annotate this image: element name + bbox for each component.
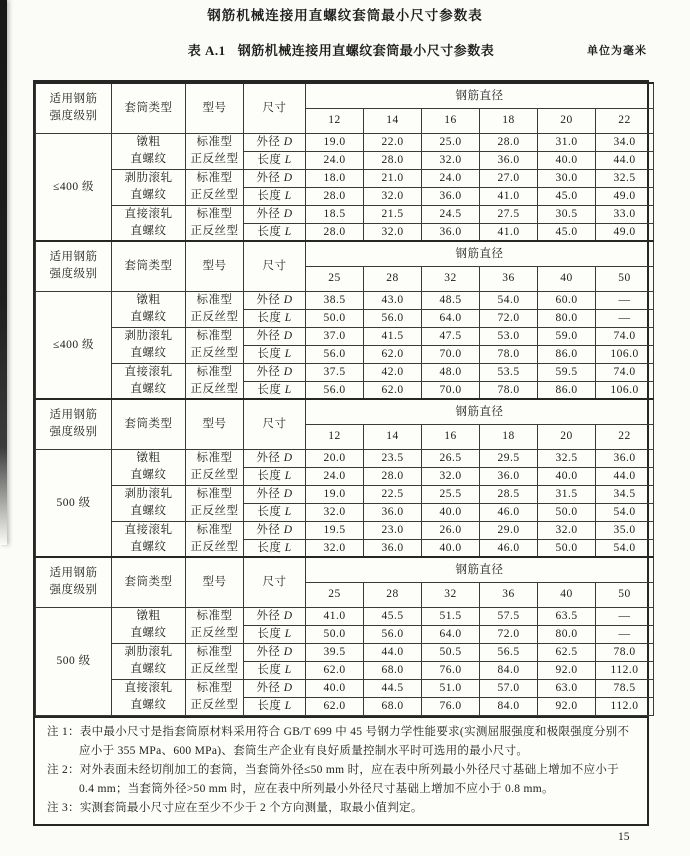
cell-value: 28.5 — [480, 485, 538, 503]
header-diameter-value: 22 — [596, 424, 654, 449]
cell-value: 19.5 — [306, 521, 364, 539]
cell-value: 24.5 — [422, 205, 480, 223]
header-diameter-value: 50 — [596, 266, 654, 291]
cell-value: 59.5 — [538, 363, 596, 381]
cell-value: 33.0 — [596, 205, 654, 223]
parameter-table — [35, 82, 654, 716]
header-diameter-value: 14 — [364, 424, 422, 449]
cell-value: 32.0 — [306, 539, 364, 557]
cell-sleeve-type: 直接滚轧 直螺纹 — [112, 205, 186, 241]
table-row — [36, 521, 654, 539]
cell-value: 21.5 — [364, 205, 422, 223]
cell-value: 45.5 — [364, 607, 422, 625]
cell-value: 34.5 — [596, 485, 654, 503]
cell-value: 80.0 — [538, 309, 596, 327]
header-diameter-value: 18 — [480, 108, 538, 133]
cell-value: 27.5 — [480, 205, 538, 223]
header-dimension: 尺寸 — [244, 399, 306, 449]
cell-model: 标准型 正反丝型 — [186, 485, 244, 521]
cell-value: 44.0 — [364, 643, 422, 661]
table-row — [36, 133, 654, 151]
cell-value: 32.0 — [422, 467, 480, 485]
header-strength-grade: 适用钢筋 强度级别 — [36, 557, 112, 607]
cell-value: 32.0 — [306, 503, 364, 521]
cell-value: 45.0 — [538, 223, 596, 241]
cell-dimension-label: 外径 D — [244, 205, 306, 223]
cell-value: 57.0 — [480, 679, 538, 697]
cell-value: 84.0 — [480, 697, 538, 715]
cell-value: 27.0 — [480, 169, 538, 187]
cell-dimension-label: 长度 L — [244, 309, 306, 327]
header-dimension: 尺寸 — [244, 83, 306, 133]
cell-value: 44.5 — [364, 679, 422, 697]
cell-value: 56.5 — [480, 643, 538, 661]
cell-value: 29.0 — [480, 521, 538, 539]
header-strength-grade: 适用钢筋 强度级别 — [36, 83, 112, 133]
cell-value: 18.5 — [306, 205, 364, 223]
table-caption-row — [33, 40, 649, 58]
cell-sleeve-type: 直接滚轧 直螺纹 — [112, 521, 186, 557]
cell-value: 92.0 — [538, 661, 596, 679]
cell-value: 106.0 — [596, 381, 654, 399]
header-diameter-value: 12 — [306, 108, 364, 133]
table-row — [36, 169, 654, 187]
table-row — [36, 485, 654, 503]
cell-value: 92.0 — [538, 697, 596, 715]
cell-value: — — [596, 607, 654, 625]
cell-value: 50.5 — [422, 643, 480, 661]
cell-value: 37.0 — [306, 327, 364, 345]
cell-sleeve-type: 镦粗 直螺纹 — [112, 133, 186, 169]
cell-value: 46.0 — [480, 539, 538, 557]
table-row — [36, 327, 654, 345]
cell-value: 78.0 — [596, 643, 654, 661]
header-diameter-value: 28 — [364, 582, 422, 607]
cell-value: 56.0 — [364, 625, 422, 643]
cell-value: 54.0 — [480, 291, 538, 309]
cell-value: 28.0 — [364, 467, 422, 485]
cell-value: 21.0 — [364, 169, 422, 187]
cell-dimension-label: 外径 D — [244, 521, 306, 539]
header-diameter-value: 28 — [364, 266, 422, 291]
cell-value: 20.0 — [306, 449, 364, 467]
cell-value: 59.0 — [538, 327, 596, 345]
cell-value: 32.0 — [364, 187, 422, 205]
header-model: 型号 — [186, 399, 244, 449]
cell-value: 78.5 — [596, 679, 654, 697]
unit-label: 单位为毫米 — [587, 45, 647, 57]
cell-value: 72.0 — [480, 309, 538, 327]
cell-value: 28.0 — [480, 133, 538, 151]
header-diameter-value: 12 — [306, 424, 364, 449]
cell-value: 80.0 — [538, 625, 596, 643]
header-diameter-group: 钢筋直径 — [306, 557, 654, 582]
cell-value: 76.0 — [422, 661, 480, 679]
cell-value: 25.5 — [422, 485, 480, 503]
cell-value: 68.0 — [364, 661, 422, 679]
table-caption — [33, 40, 649, 59]
cell-strength-grade: 500 级 — [36, 607, 112, 715]
cell-value: 51.5 — [422, 607, 480, 625]
cell-value: 40.0 — [306, 679, 364, 697]
cell-value: 45.0 — [538, 187, 596, 205]
cell-value: 51.0 — [422, 679, 480, 697]
cell-sleeve-type: 镦粗 直螺纹 — [112, 607, 186, 643]
cell-value: 41.0 — [306, 607, 364, 625]
cell-value: 22.0 — [364, 133, 422, 151]
cell-value: 62.0 — [306, 661, 364, 679]
cell-value: 48.0 — [422, 363, 480, 381]
cell-strength-grade: ≤400 级 — [36, 291, 112, 399]
cell-value: 36.0 — [422, 223, 480, 241]
cell-value: 74.0 — [596, 363, 654, 381]
scan-edge-artifact — [0, 0, 7, 545]
cell-value: 63.0 — [538, 679, 596, 697]
note-item: 注 3：实测套筒最小尺寸应在至少不少于 2 个方向测量，取最小值判定。 — [47, 801, 423, 814]
cell-model: 标准型 正反丝型 — [186, 643, 244, 679]
cell-model: 标准型 正反丝型 — [186, 607, 244, 643]
header-dimension: 尺寸 — [244, 557, 306, 607]
cell-value: 70.0 — [422, 381, 480, 399]
cell-value: 64.0 — [422, 309, 480, 327]
cell-value: 84.0 — [480, 661, 538, 679]
cell-value: 76.0 — [422, 697, 480, 715]
cell-value: 23.5 — [364, 449, 422, 467]
table-row — [36, 363, 654, 381]
cell-value: 40.0 — [422, 503, 480, 521]
header-sleeve-type: 套筒类型 — [112, 557, 186, 607]
cell-value: 42.0 — [364, 363, 422, 381]
cell-sleeve-type: 剥肋滚轧 直螺纹 — [112, 643, 186, 679]
cell-dimension-label: 外径 D — [244, 643, 306, 661]
cell-value: 54.0 — [596, 539, 654, 557]
cell-value: 47.5 — [422, 327, 480, 345]
cell-value: 78.0 — [480, 381, 538, 399]
cell-value: 56.0 — [306, 381, 364, 399]
running-header: 钢筋机械连接用直螺纹套筒最小尺寸参数表 — [207, 8, 483, 23]
cell-value: 36.0 — [596, 449, 654, 467]
cell-value: 43.0 — [364, 291, 422, 309]
cell-sleeve-type: 剥肋滚轧 直螺纹 — [112, 485, 186, 521]
cell-value: 49.0 — [596, 223, 654, 241]
cell-value: 31.5 — [538, 485, 596, 503]
cell-value: 36.0 — [422, 187, 480, 205]
cell-dimension-label: 长度 L — [244, 697, 306, 715]
cell-value: 86.0 — [538, 381, 596, 399]
cell-value: 40.0 — [538, 151, 596, 169]
cell-value: 50.0 — [306, 309, 364, 327]
cell-value: 28.0 — [306, 187, 364, 205]
cell-sleeve-type: 直接滚轧 直螺纹 — [112, 363, 186, 399]
cell-value: 24.0 — [306, 467, 364, 485]
cell-model: 标准型 正反丝型 — [186, 291, 244, 327]
header-model: 型号 — [186, 241, 244, 291]
header-diameter-value: 22 — [596, 108, 654, 133]
cell-value: — — [596, 625, 654, 643]
cell-value: 78.0 — [480, 345, 538, 363]
header-diameter-value: 50 — [596, 582, 654, 607]
cell-value: 41.0 — [480, 223, 538, 241]
cell-value: 22.5 — [364, 485, 422, 503]
cell-dimension-label: 外径 D — [244, 291, 306, 309]
cell-dimension-label: 长度 L — [244, 661, 306, 679]
cell-value: 37.5 — [306, 363, 364, 381]
header-diameter-group: 钢筋直径 — [306, 399, 654, 424]
cell-value: 41.0 — [480, 187, 538, 205]
cell-value: 34.0 — [596, 133, 654, 151]
cell-value: 62.0 — [364, 345, 422, 363]
header-diameter-value: 16 — [422, 108, 480, 133]
cell-value: 38.5 — [306, 291, 364, 309]
cell-value: 32.0 — [538, 521, 596, 539]
cell-value: 54.0 — [596, 503, 654, 521]
cell-value: 32.5 — [538, 449, 596, 467]
cell-value: 56.0 — [306, 345, 364, 363]
cell-model: 标准型 正反丝型 — [186, 327, 244, 363]
cell-model: 标准型 正反丝型 — [186, 169, 244, 205]
header-diameter-value: 36 — [480, 582, 538, 607]
cell-dimension-label: 长度 L — [244, 625, 306, 643]
header-diameter-value: 20 — [538, 424, 596, 449]
cell-value: 32.0 — [422, 151, 480, 169]
cell-dimension-label: 外径 D — [244, 449, 306, 467]
cell-strength-grade: 500 级 — [36, 449, 112, 557]
cell-value: 70.0 — [422, 345, 480, 363]
cell-value: 64.0 — [422, 625, 480, 643]
header-diameter-value: 18 — [480, 424, 538, 449]
cell-value: 50.0 — [538, 503, 596, 521]
table-section — [36, 399, 654, 557]
table-caption-title: 钢筋机械连接用直螺纹套筒最小尺寸参数表 — [237, 43, 495, 58]
table-row — [36, 643, 654, 661]
cell-dimension-label: 外径 D — [244, 169, 306, 187]
cell-value: 19.0 — [306, 485, 364, 503]
cell-value: 28.0 — [364, 151, 422, 169]
header-diameter-value: 32 — [422, 582, 480, 607]
cell-model: 标准型 正反丝型 — [186, 449, 244, 485]
cell-sleeve-type: 剥肋滚轧 直螺纹 — [112, 169, 186, 205]
table-caption-label: 表 A.1 — [187, 43, 226, 58]
header-sleeve-type: 套筒类型 — [112, 399, 186, 449]
cell-value: 50.0 — [306, 625, 364, 643]
cell-model: 标准型 正反丝型 — [186, 205, 244, 241]
cell-value: 35.0 — [596, 521, 654, 539]
cell-value: 19.0 — [306, 133, 364, 151]
cell-value: 112.0 — [596, 697, 654, 715]
header-diameter-value: 40 — [538, 266, 596, 291]
cell-dimension-label: 外径 D — [244, 485, 306, 503]
cell-value: 62.5 — [538, 643, 596, 661]
table-section — [36, 557, 654, 715]
table-row — [36, 291, 654, 309]
cell-value: 50.0 — [538, 539, 596, 557]
header-diameter-value: 20 — [538, 108, 596, 133]
header-diameter-group: 钢筋直径 — [306, 83, 654, 108]
cell-model: 标准型 正反丝型 — [186, 679, 244, 715]
cell-value: 40.0 — [422, 539, 480, 557]
cell-sleeve-type: 镦粗 直螺纹 — [112, 291, 186, 327]
header-diameter-value: 25 — [306, 582, 364, 607]
header-dimension: 尺寸 — [244, 241, 306, 291]
cell-value: — — [596, 309, 654, 327]
header-strength-grade: 适用钢筋 强度级别 — [36, 241, 112, 291]
cell-value: 41.5 — [364, 327, 422, 345]
cell-model: 标准型 正反丝型 — [186, 521, 244, 557]
header-model: 型号 — [186, 557, 244, 607]
cell-value: 25.0 — [422, 133, 480, 151]
header-diameter-value: 14 — [364, 108, 422, 133]
table-notes — [35, 716, 647, 824]
cell-dimension-label: 外径 D — [244, 133, 306, 151]
cell-value: 36.0 — [480, 151, 538, 169]
cell-dimension-label: 长度 L — [244, 381, 306, 399]
header-diameter-value: 16 — [422, 424, 480, 449]
cell-model: 标准型 正反丝型 — [186, 133, 244, 169]
cell-value: 56.0 — [364, 309, 422, 327]
cell-value: 30.0 — [538, 169, 596, 187]
cell-value: 62.0 — [306, 697, 364, 715]
header-diameter-value: 40 — [538, 582, 596, 607]
cell-value: 24.0 — [306, 151, 364, 169]
cell-value: 44.0 — [596, 151, 654, 169]
cell-dimension-label: 长度 L — [244, 467, 306, 485]
header-sleeve-type: 套筒类型 — [112, 241, 186, 291]
cell-value: 62.0 — [364, 381, 422, 399]
cell-value: 39.5 — [306, 643, 364, 661]
cell-dimension-label: 长度 L — [244, 223, 306, 241]
cell-value: 57.5 — [480, 607, 538, 625]
cell-value: — — [596, 291, 654, 309]
cell-value: 53.0 — [480, 327, 538, 345]
page-number: 15 — [618, 831, 630, 843]
cell-value: 72.0 — [480, 625, 538, 643]
cell-sleeve-type: 镦粗 直螺纹 — [112, 449, 186, 485]
cell-dimension-label: 外径 D — [244, 607, 306, 625]
table-section — [36, 241, 654, 399]
cell-value: 36.0 — [364, 503, 422, 521]
cell-strength-grade: ≤400 级 — [36, 133, 112, 241]
header-diameter-value: 36 — [480, 266, 538, 291]
table-row — [36, 679, 654, 697]
cell-dimension-label: 外径 D — [244, 679, 306, 697]
cell-dimension-label: 长度 L — [244, 151, 306, 169]
cell-dimension-label: 长度 L — [244, 539, 306, 557]
cell-value: 31.0 — [538, 133, 596, 151]
cell-value: 40.0 — [538, 467, 596, 485]
table-row — [36, 205, 654, 223]
note-item: 注 2：对外表面未经切削加工的套筒，当套筒外径≤50 mm 时，应在表中所列最小外径尺寸基础上增加不应小于 0.4 mm；当套筒外径>50 mm 时，应在表中所列最小外径尺寸基础上增加不应小于 0.8 mm。 — [47, 763, 619, 795]
cell-value: 44.0 — [596, 467, 654, 485]
header-diameter-group: 钢筋直径 — [306, 241, 654, 266]
cell-value: 28.0 — [306, 223, 364, 241]
header-sleeve-type: 套筒类型 — [112, 83, 186, 133]
cell-value: 53.5 — [480, 363, 538, 381]
header-strength-grade: 适用钢筋 强度级别 — [36, 399, 112, 449]
header-model: 型号 — [186, 83, 244, 133]
cell-value: 46.0 — [480, 503, 538, 521]
cell-value: 18.0 — [306, 169, 364, 187]
cell-value: 68.0 — [364, 697, 422, 715]
cell-dimension-label: 长度 L — [244, 187, 306, 205]
table-row — [36, 449, 654, 467]
cell-value: 49.0 — [596, 187, 654, 205]
table-section — [36, 83, 654, 241]
cell-sleeve-type: 直接滚轧 直螺纹 — [112, 679, 186, 715]
header-diameter-value: 32 — [422, 266, 480, 291]
cell-dimension-label: 外径 D — [244, 327, 306, 345]
cell-value: 26.0 — [422, 521, 480, 539]
cell-value: 60.0 — [538, 291, 596, 309]
cell-dimension-label: 长度 L — [244, 345, 306, 363]
cell-value: 23.0 — [364, 521, 422, 539]
cell-value: 32.0 — [364, 223, 422, 241]
cell-model: 标准型 正反丝型 — [186, 363, 244, 399]
note-item: 注 1：表中最小尺寸是指套筒原材料采用符合 GB/T 699 中 45 号钢力学性能要求(实测屈服强度和极限强度分别不应小于 355 MPa、600 MPa)、套筒生产企业有良好质量控制水平时可选用的最小尺寸。 — [47, 725, 630, 757]
cell-value: 112.0 — [596, 661, 654, 679]
cell-value: 24.0 — [422, 169, 480, 187]
parameter-table-frame — [33, 80, 649, 826]
cell-sleeve-type: 剥肋滚轧 直螺纹 — [112, 327, 186, 363]
cell-value: 29.5 — [480, 449, 538, 467]
header-diameter-value: 25 — [306, 266, 364, 291]
cell-value: 26.5 — [422, 449, 480, 467]
cell-value: 48.5 — [422, 291, 480, 309]
cell-value: 32.5 — [596, 169, 654, 187]
cell-value: 36.0 — [480, 467, 538, 485]
cell-value: 74.0 — [596, 327, 654, 345]
cell-value: 30.5 — [538, 205, 596, 223]
cell-dimension-label: 长度 L — [244, 503, 306, 521]
table-row — [36, 607, 654, 625]
cell-value: 36.0 — [364, 539, 422, 557]
cell-value: 106.0 — [596, 345, 654, 363]
cell-dimension-label: 外径 D — [244, 363, 306, 381]
cell-value: 63.5 — [538, 607, 596, 625]
cell-value: 86.0 — [538, 345, 596, 363]
